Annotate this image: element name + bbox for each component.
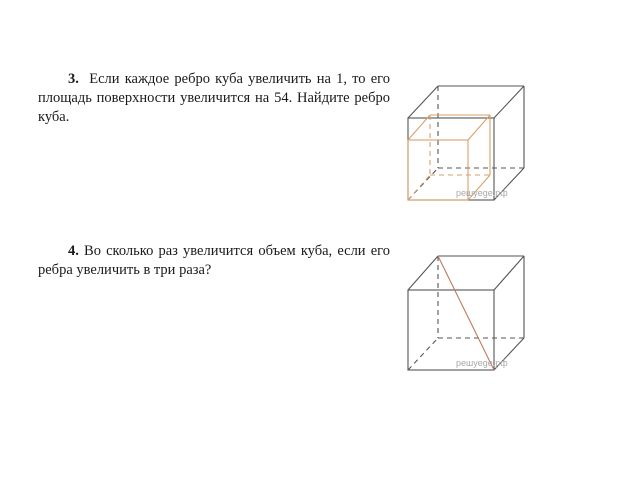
nested-cubes-figure [400, 78, 540, 213]
nested-cubes-icon [400, 78, 540, 213]
problem-4-text: Во сколько раз увеличится объем куба, если его ребра увеличить в три раза? [38, 243, 390, 278]
problem-3 [38, 70, 390, 127]
cube-with-diagonal-figure [400, 248, 540, 383]
figure-4-watermark: решуege.рф [456, 358, 508, 368]
problem-3-number: 3. [68, 71, 79, 87]
figure-3-watermark: решуege.рф [456, 188, 508, 198]
problem-4-number: 4. [68, 243, 79, 259]
problem-4 [38, 242, 390, 280]
problem-3-text: Если каждое ребро куба увеличить на 1, то его площадь поверхности увеличится на 54. Найдите ребро куба. [38, 71, 391, 125]
cube-with-diagonal-icon [400, 248, 540, 383]
